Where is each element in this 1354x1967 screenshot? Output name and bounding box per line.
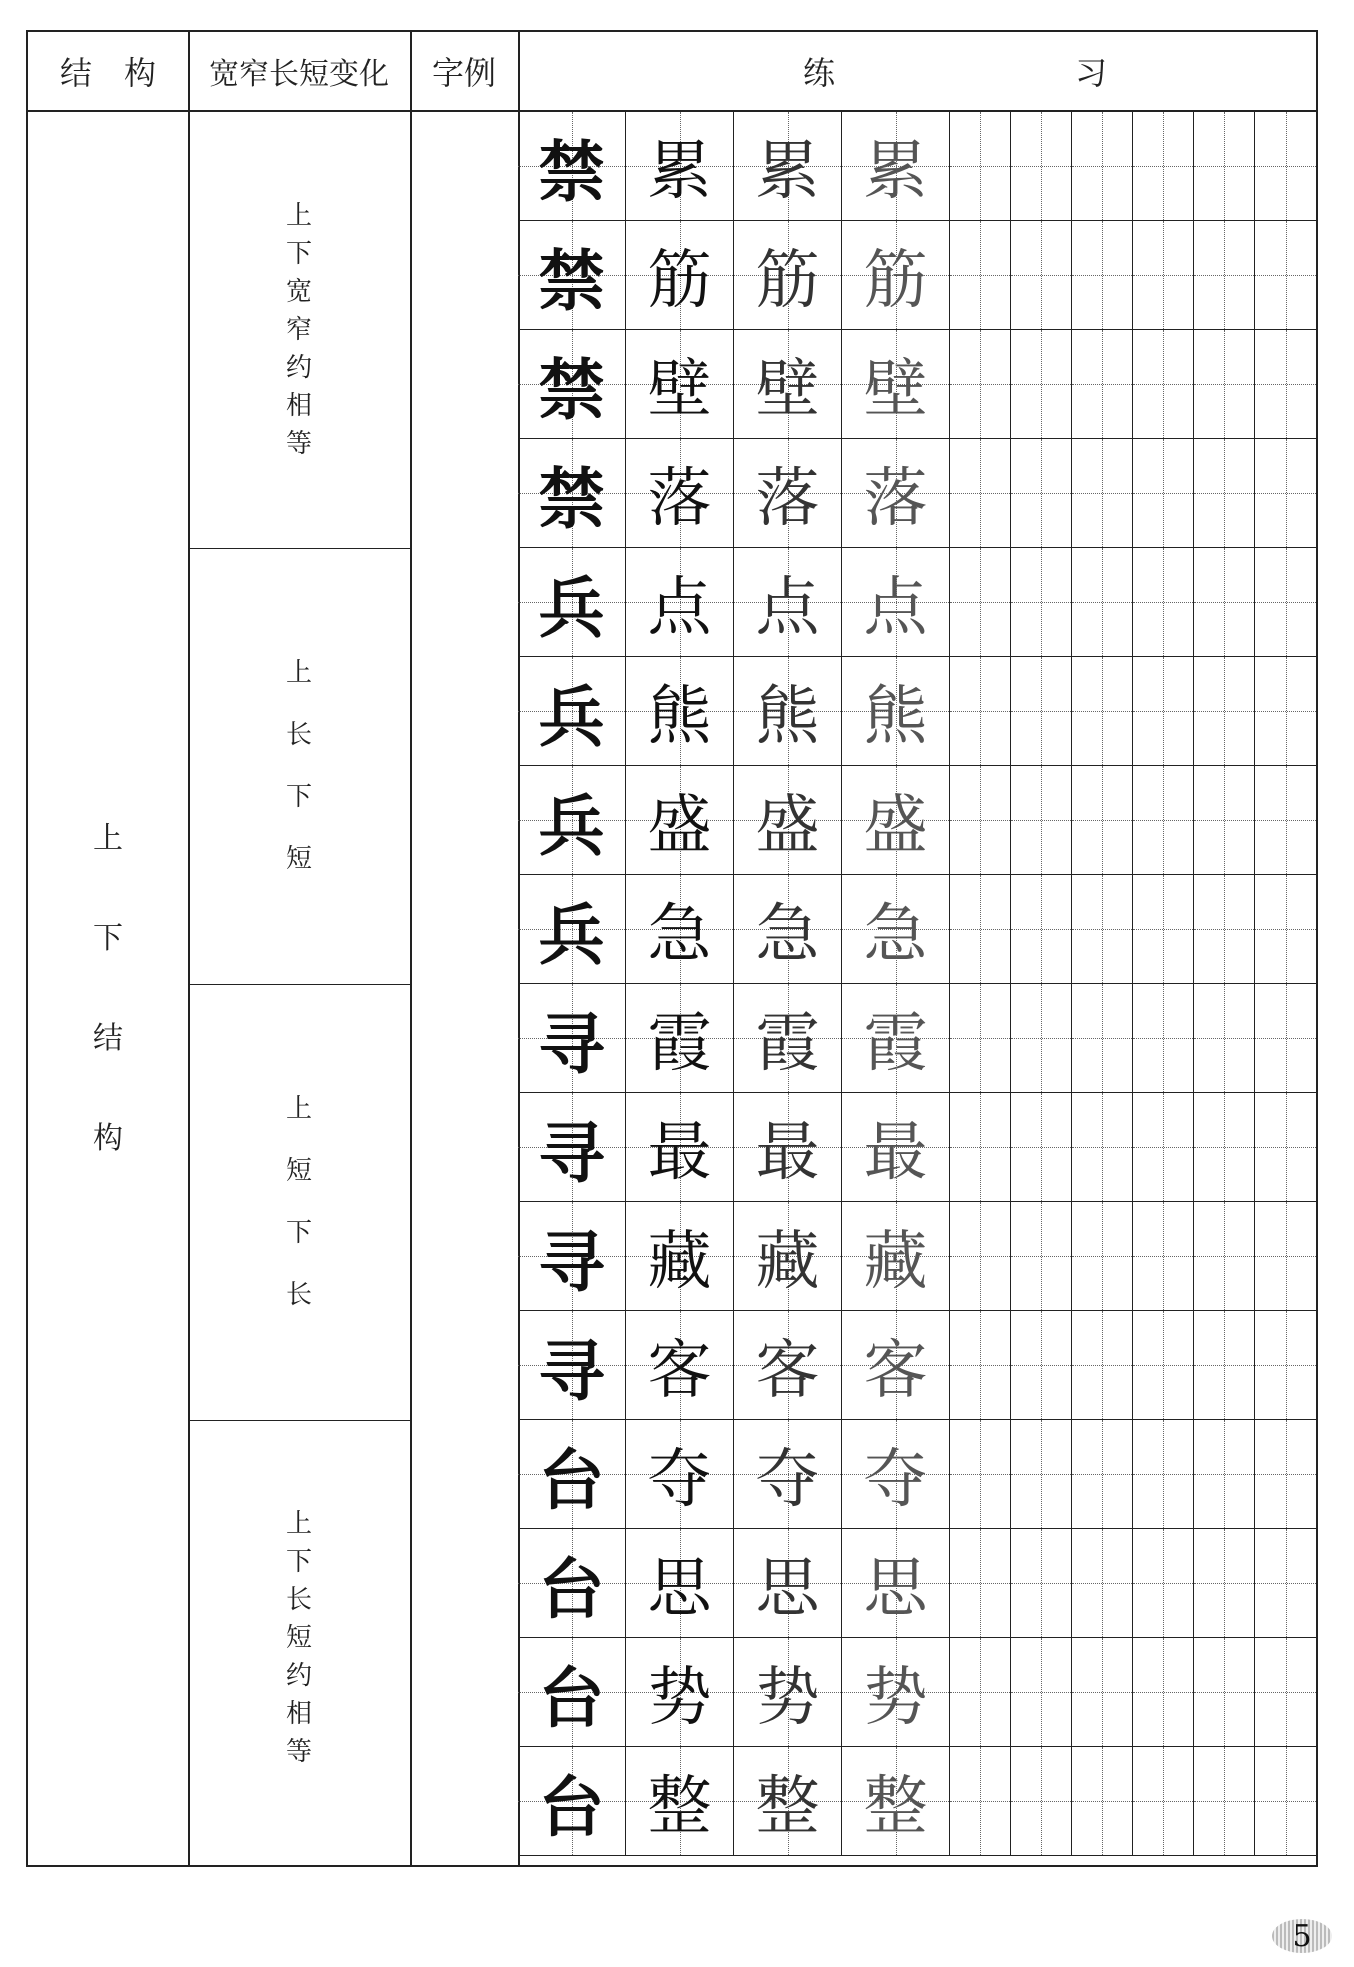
practice-model-cell: [626, 1747, 734, 1856]
practice-model-char: 急: [755, 898, 820, 972]
practice-model-cell: [626, 439, 734, 548]
variation-char: 宽: [285, 277, 312, 307]
empty-practice-cell[interactable]: [1072, 1529, 1133, 1638]
practice-model-char: 霞: [755, 1007, 820, 1081]
practice-model-char: 急: [647, 898, 712, 972]
variation-char: 短: [285, 844, 312, 874]
empty-practice-cell[interactable]: [1072, 984, 1133, 1093]
empty-practice-cell[interactable]: [950, 330, 1011, 439]
empty-practice-cell[interactable]: [1194, 1093, 1255, 1202]
header-practice: [518, 32, 1316, 112]
practice-model-cell: [734, 1420, 842, 1529]
practice-model-cell: [626, 1311, 734, 1420]
example-char-cell: [518, 1420, 626, 1529]
practice-model-cell: [734, 221, 842, 330]
variation-char: 长: [285, 1585, 312, 1615]
practice-model-cell: [842, 1420, 950, 1529]
practice-model-cell: [842, 1311, 950, 1420]
practice-sheet: [26, 30, 1318, 1867]
empty-practice-cell[interactable]: [1194, 875, 1255, 984]
practice-model-cell: [734, 1529, 842, 1638]
empty-practice-cell[interactable]: [1072, 112, 1133, 221]
empty-practice-cell[interactable]: [1133, 439, 1194, 548]
practice-model-char: 夺: [755, 1443, 820, 1517]
empty-practice-cell[interactable]: [1133, 1420, 1194, 1529]
variation-label: [188, 1420, 410, 1856]
empty-practice-cell[interactable]: [1072, 875, 1133, 984]
structure-char: 构: [93, 1120, 123, 1156]
header-variation: 宽窄长短变化: [188, 32, 410, 112]
practice-model-char: 盛: [863, 789, 928, 863]
practice-model-char: 点: [647, 571, 712, 645]
empty-practice-cell[interactable]: [950, 1420, 1011, 1529]
group-separator: [188, 548, 410, 549]
practice-model-cell: [626, 1202, 734, 1311]
practice-model-char: 累: [647, 135, 712, 209]
empty-practice-cell[interactable]: [1194, 548, 1255, 657]
empty-practice-cell[interactable]: [950, 1747, 1011, 1856]
example-char: 禁: [538, 241, 605, 320]
practice-model-cell: [734, 1093, 842, 1202]
practice-model-cell: [734, 766, 842, 875]
empty-practice-cell[interactable]: [1133, 1529, 1194, 1638]
variation-char: 上: [285, 658, 312, 688]
practice-model-cell: [626, 984, 734, 1093]
divider-variation: [410, 32, 412, 1865]
example-char-cell: [518, 875, 626, 984]
practice-model-char: 壁: [647, 353, 712, 427]
practice-model-cell: [734, 1311, 842, 1420]
empty-practice-cell[interactable]: [1255, 1093, 1316, 1202]
practice-model-cell: [626, 657, 734, 766]
empty-practice-cell[interactable]: [1011, 112, 1072, 221]
practice-model-char: 势: [647, 1661, 712, 1735]
variation-label: [188, 548, 410, 984]
empty-practice-cell[interactable]: [1255, 439, 1316, 548]
example-char: 兵: [538, 568, 605, 647]
empty-practice-cell[interactable]: [1133, 1311, 1194, 1420]
empty-practice-cell[interactable]: [1072, 1202, 1133, 1311]
empty-practice-cell[interactable]: [1011, 439, 1072, 548]
empty-practice-cell[interactable]: [950, 439, 1011, 548]
practice-model-cell: [734, 439, 842, 548]
empty-practice-cell[interactable]: [1011, 1420, 1072, 1529]
example-char: 台: [538, 1767, 605, 1846]
practice-model-char: 藏: [755, 1225, 820, 1299]
empty-practice-cell[interactable]: [950, 221, 1011, 330]
empty-practice-cell[interactable]: [1011, 221, 1072, 330]
variation-char: 等: [285, 1737, 312, 1767]
structure-char: 上: [93, 820, 123, 856]
example-char-cell: [518, 1529, 626, 1638]
practice-model-char: 势: [755, 1661, 820, 1735]
page-number: 5: [1292, 1918, 1312, 1954]
empty-practice-cell[interactable]: [1072, 1311, 1133, 1420]
practice-model-cell: [842, 984, 950, 1093]
practice-model-cell: [734, 548, 842, 657]
practice-model-cell: [842, 1202, 950, 1311]
example-char: 寻: [538, 1004, 605, 1083]
variation-char: 等: [285, 429, 312, 459]
example-char-cell: [518, 439, 626, 548]
practice-model-cell: [734, 112, 842, 221]
practice-model-char: 整: [755, 1770, 820, 1844]
empty-practice-cell[interactable]: [950, 1311, 1011, 1420]
empty-practice-cell[interactable]: [1011, 1529, 1072, 1638]
practice-model-char: 夺: [647, 1443, 712, 1517]
structure-char: 结: [93, 1020, 123, 1056]
empty-practice-cell[interactable]: [1255, 1638, 1316, 1747]
practice-model-char: 最: [755, 1116, 820, 1190]
practice-model-cell: [734, 1202, 842, 1311]
empty-practice-cell[interactable]: [1133, 548, 1194, 657]
example-char: 禁: [538, 350, 605, 429]
empty-practice-cell[interactable]: [1011, 766, 1072, 875]
variation-char: 下: [285, 1547, 312, 1577]
practice-model-cell: [626, 1093, 734, 1202]
practice-model-cell: [626, 1420, 734, 1529]
example-char-cell: [518, 1747, 626, 1856]
practice-model-cell: [842, 112, 950, 221]
practice-model-char: 思: [647, 1552, 712, 1626]
empty-practice-cell[interactable]: [950, 984, 1011, 1093]
empty-practice-cell[interactable]: [1255, 984, 1316, 1093]
empty-practice-cell[interactable]: [1011, 1311, 1072, 1420]
empty-practice-cell[interactable]: [1255, 112, 1316, 221]
empty-practice-cell[interactable]: [1133, 766, 1194, 875]
practice-model-char: 最: [863, 1116, 928, 1190]
empty-practice-cell[interactable]: [1255, 548, 1316, 657]
practice-model-cell: [734, 330, 842, 439]
practice-model-char: 整: [863, 1770, 928, 1844]
empty-practice-cell[interactable]: [1133, 875, 1194, 984]
variation-char: 短: [285, 1156, 312, 1186]
variation-char: 上: [285, 1094, 312, 1124]
empty-practice-cell[interactable]: [1255, 1202, 1316, 1311]
practice-model-char: 最: [647, 1116, 712, 1190]
structure-label: [28, 112, 188, 1865]
variation-char: 上: [285, 201, 312, 231]
empty-practice-cell[interactable]: [1255, 221, 1316, 330]
variation-char: 相: [285, 391, 312, 421]
practice-model-char: 盛: [647, 789, 712, 863]
practice-model-cell: [734, 1638, 842, 1747]
variation-char: 下: [285, 1218, 312, 1248]
page-number-badge: [1272, 1919, 1332, 1953]
practice-model-cell: [842, 1638, 950, 1747]
header-example: 字例: [410, 32, 518, 112]
variation-char: 短: [285, 1623, 312, 1653]
example-char-cell: [518, 1202, 626, 1311]
empty-practice-cell[interactable]: [1133, 1747, 1194, 1856]
practice-model-cell: [626, 330, 734, 439]
example-char: 台: [538, 1658, 605, 1737]
practice-model-cell: [842, 1747, 950, 1856]
empty-practice-cell[interactable]: [1255, 657, 1316, 766]
empty-practice-cell[interactable]: [1133, 657, 1194, 766]
practice-model-char: 壁: [755, 353, 820, 427]
practice-model-char: 思: [863, 1552, 928, 1626]
practice-model-cell: [626, 221, 734, 330]
practice-model-cell: [842, 548, 950, 657]
practice-model-cell: [734, 1747, 842, 1856]
empty-practice-cell[interactable]: [950, 1202, 1011, 1311]
empty-practice-cell[interactable]: [950, 1529, 1011, 1638]
variation-char: 约: [285, 353, 312, 383]
empty-practice-cell[interactable]: [1194, 984, 1255, 1093]
practice-model-char: 累: [863, 135, 928, 209]
example-char-cell: [518, 657, 626, 766]
practice-model-char: 藏: [863, 1225, 928, 1299]
empty-practice-cell[interactable]: [950, 1638, 1011, 1747]
practice-model-cell: [626, 1529, 734, 1638]
practice-model-cell: [626, 112, 734, 221]
empty-practice-cell[interactable]: [950, 548, 1011, 657]
practice-model-cell: [842, 330, 950, 439]
practice-model-char: 落: [863, 462, 928, 536]
variation-char: 上: [285, 1509, 312, 1539]
practice-model-char: 客: [863, 1334, 928, 1408]
practice-model-char: 霞: [647, 1007, 712, 1081]
empty-practice-cell[interactable]: [1133, 1093, 1194, 1202]
variation-char: 下: [285, 239, 312, 269]
empty-practice-cell[interactable]: [1255, 1529, 1316, 1638]
empty-practice-cell[interactable]: [1194, 221, 1255, 330]
variation-label: [188, 984, 410, 1420]
empty-practice-cell[interactable]: [1072, 548, 1133, 657]
variation-char: 窄: [285, 315, 312, 345]
variation-label: [188, 112, 410, 548]
example-char: 寻: [538, 1331, 605, 1410]
example-char-cell: [518, 112, 626, 221]
structure-char: 下: [93, 920, 123, 956]
empty-practice-cell[interactable]: [1194, 112, 1255, 221]
empty-practice-cell[interactable]: [1011, 1747, 1072, 1856]
practice-model-cell: [734, 984, 842, 1093]
empty-practice-cell[interactable]: [950, 112, 1011, 221]
example-char: 台: [538, 1549, 605, 1628]
empty-practice-cell[interactable]: [1011, 1093, 1072, 1202]
practice-model-char: 筋: [647, 244, 712, 318]
example-char-cell: [518, 1093, 626, 1202]
empty-practice-cell[interactable]: [1255, 1311, 1316, 1420]
header-structure: 结 构: [28, 32, 188, 112]
empty-practice-cell[interactable]: [1072, 1093, 1133, 1202]
practice-model-cell: [626, 766, 734, 875]
example-char: 台: [538, 1440, 605, 1519]
practice-model-char: 势: [863, 1661, 928, 1735]
practice-model-cell: [842, 221, 950, 330]
empty-practice-cell[interactable]: [1133, 1202, 1194, 1311]
practice-model-char: 熊: [647, 680, 712, 754]
variation-char: 下: [285, 782, 312, 812]
practice-model-cell: [734, 875, 842, 984]
empty-practice-cell[interactable]: [950, 657, 1011, 766]
group-separator: [188, 1420, 410, 1421]
empty-practice-cell[interactable]: [1133, 1638, 1194, 1747]
empty-practice-cell[interactable]: [1011, 984, 1072, 1093]
practice-model-char: 客: [755, 1334, 820, 1408]
variation-char: 长: [285, 720, 312, 750]
empty-practice-cell[interactable]: [1072, 1747, 1133, 1856]
example-char: 兵: [538, 895, 605, 974]
practice-model-char: 客: [647, 1334, 712, 1408]
example-char: 寻: [538, 1113, 605, 1192]
practice-model-char: 熊: [863, 680, 928, 754]
empty-practice-cell[interactable]: [950, 875, 1011, 984]
empty-practice-cell[interactable]: [1194, 657, 1255, 766]
empty-practice-cell[interactable]: [950, 766, 1011, 875]
practice-model-char: 整: [647, 1770, 712, 1844]
group-separator: [188, 984, 410, 985]
header-practice-left: 练: [803, 54, 836, 92]
example-char-cell: [518, 984, 626, 1093]
example-char-cell: [518, 1311, 626, 1420]
practice-model-cell: [734, 657, 842, 766]
empty-practice-cell[interactable]: [1072, 657, 1133, 766]
empty-practice-cell[interactable]: [1194, 1529, 1255, 1638]
example-char-cell: [518, 766, 626, 875]
practice-model-char: 筋: [755, 244, 820, 318]
variation-char: 相: [285, 1699, 312, 1729]
empty-practice-cell[interactable]: [1011, 875, 1072, 984]
empty-practice-cell[interactable]: [1133, 112, 1194, 221]
practice-model-cell: [842, 1093, 950, 1202]
empty-practice-cell[interactable]: [1255, 330, 1316, 439]
practice-model-char: 点: [755, 571, 820, 645]
practice-model-char: 落: [647, 462, 712, 536]
practice-model-char: 累: [755, 135, 820, 209]
practice-model-cell: [842, 875, 950, 984]
example-char-cell: [518, 1638, 626, 1747]
empty-practice-cell[interactable]: [1194, 1311, 1255, 1420]
practice-model-char: 壁: [863, 353, 928, 427]
practice-model-cell: [626, 548, 734, 657]
empty-practice-cell[interactable]: [1194, 1747, 1255, 1856]
example-char: 兵: [538, 677, 605, 756]
empty-practice-cell[interactable]: [950, 1093, 1011, 1202]
example-char: 禁: [538, 132, 605, 211]
practice-model-char: 筋: [863, 244, 928, 318]
header-practice-right: 习: [1075, 54, 1108, 92]
variation-char: 约: [285, 1661, 312, 1691]
empty-practice-cell[interactable]: [1194, 1420, 1255, 1529]
empty-practice-cell[interactable]: [1133, 221, 1194, 330]
empty-practice-cell[interactable]: [1072, 1638, 1133, 1747]
empty-practice-cell[interactable]: [1194, 439, 1255, 548]
empty-practice-cell[interactable]: [1011, 330, 1072, 439]
practice-model-cell: [842, 766, 950, 875]
practice-model-char: 夺: [863, 1443, 928, 1517]
empty-practice-cell[interactable]: [1194, 1638, 1255, 1747]
empty-practice-cell[interactable]: [1072, 330, 1133, 439]
practice-model-char: 熊: [755, 680, 820, 754]
practice-model-cell: [626, 875, 734, 984]
empty-practice-cell[interactable]: [1011, 548, 1072, 657]
practice-model-char: 藏: [647, 1225, 712, 1299]
practice-model-char: 思: [755, 1552, 820, 1626]
example-char: 寻: [538, 1222, 605, 1301]
empty-practice-cell[interactable]: [1011, 1202, 1072, 1311]
empty-practice-cell[interactable]: [1255, 875, 1316, 984]
empty-practice-cell[interactable]: [1072, 439, 1133, 548]
empty-practice-cell[interactable]: [1194, 766, 1255, 875]
practice-model-char: 盛: [755, 789, 820, 863]
practice-model-cell: [842, 657, 950, 766]
empty-practice-cell[interactable]: [1072, 1420, 1133, 1529]
empty-practice-cell[interactable]: [1133, 984, 1194, 1093]
example-char: 兵: [538, 786, 605, 865]
empty-practice-cell[interactable]: [1255, 766, 1316, 875]
example-char: 禁: [538, 459, 605, 538]
example-char-cell: [518, 221, 626, 330]
example-char-cell: [518, 548, 626, 657]
variation-char: 长: [285, 1280, 312, 1310]
practice-model-cell: [842, 439, 950, 548]
practice-model-cell: [842, 1529, 950, 1638]
practice-model-char: 落: [755, 462, 820, 536]
empty-practice-cell[interactable]: [1072, 221, 1133, 330]
empty-practice-cell[interactable]: [1072, 766, 1133, 875]
empty-practice-cell[interactable]: [1194, 330, 1255, 439]
empty-practice-cell[interactable]: [1011, 1638, 1072, 1747]
practice-model-char: 急: [863, 898, 928, 972]
practice-model-cell: [626, 1638, 734, 1747]
empty-practice-cell[interactable]: [1255, 1747, 1316, 1856]
empty-practice-cell[interactable]: [1011, 657, 1072, 766]
example-char-cell: [518, 330, 626, 439]
empty-practice-cell[interactable]: [1255, 1420, 1316, 1529]
practice-model-char: 点: [863, 571, 928, 645]
empty-practice-cell[interactable]: [1194, 1202, 1255, 1311]
empty-practice-cell[interactable]: [1133, 330, 1194, 439]
practice-model-char: 霞: [863, 1007, 928, 1081]
